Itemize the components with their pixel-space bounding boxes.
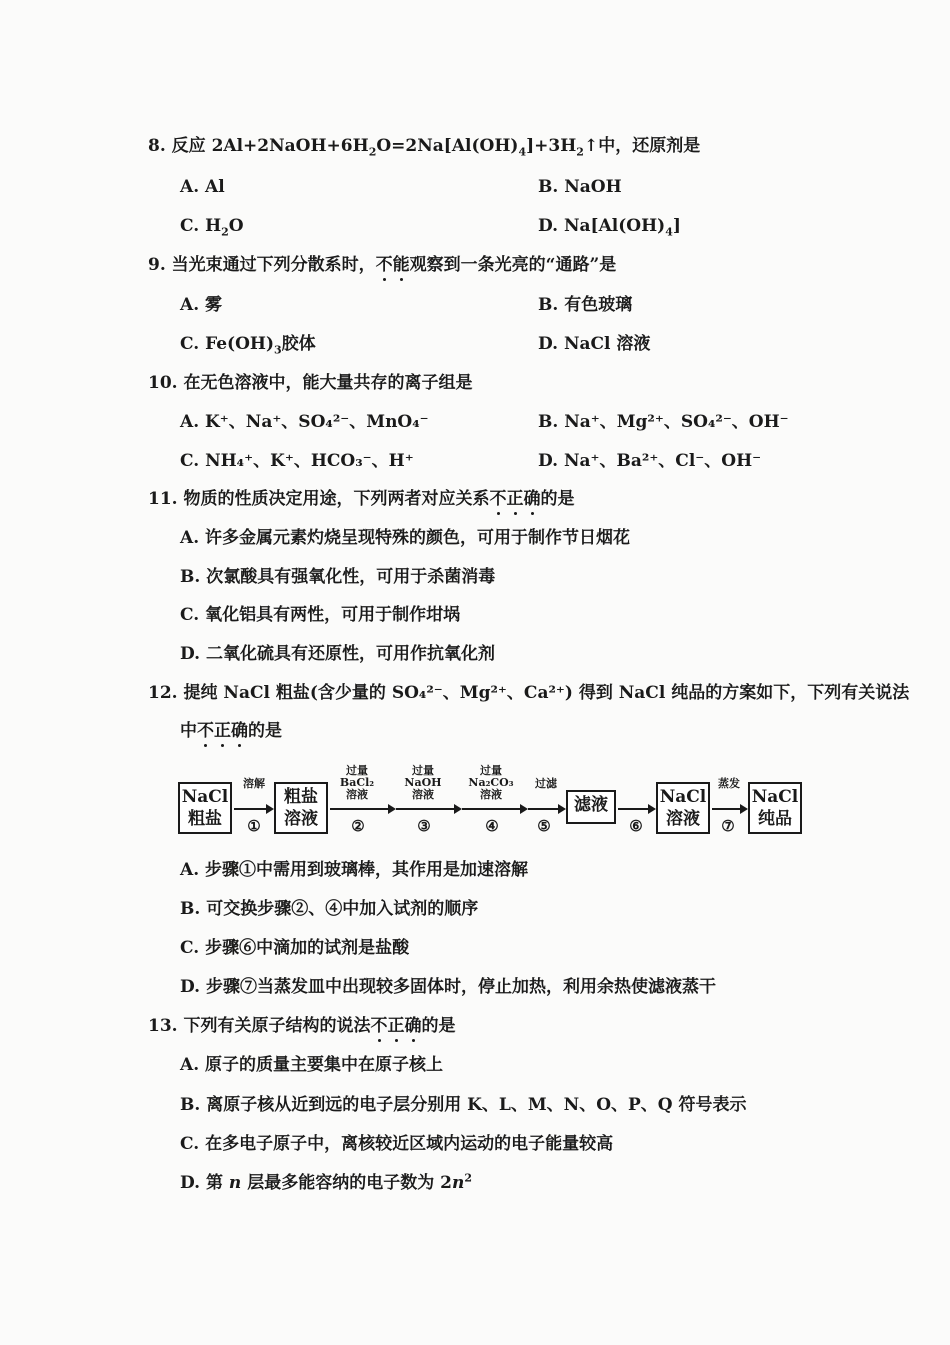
q10-option-a: A. K⁺、Na⁺、SO₄²⁻、MnO₄⁻	[180, 412, 429, 432]
q8-option-d	[538, 214, 681, 238]
q13-option-a: A. 原子的质量主要集中在原子核上	[180, 1055, 444, 1075]
flow-box-salt-solution: 粗盐 溶液	[274, 782, 328, 834]
q12-option-b: B. 可交换步骤②、④中加入试剂的顺序	[180, 899, 479, 919]
q8-stem-text: ↑中，还原剂是	[583, 136, 701, 156]
q9-option-c	[180, 332, 316, 356]
q9-stem-text: 9. 当光束通过下列分散系时，	[148, 255, 376, 275]
flow-box-crude-salt: NaCl 粗盐	[178, 782, 232, 834]
emphasis-char: 正	[214, 721, 231, 741]
q12-stem-text: 中	[180, 721, 197, 741]
q8-option-a: A. Al	[180, 177, 225, 197]
q8-d-text: D. Na[Al(OH)	[538, 216, 666, 236]
flow-arrow	[330, 808, 394, 810]
flow-arrow	[234, 808, 272, 810]
q9-c-sub: 3	[273, 343, 282, 357]
q9-option-a: A. 雾	[180, 295, 223, 315]
q12-stem-text: 的是	[248, 721, 282, 741]
flow-arrow	[462, 808, 526, 810]
flow-step-7: ⑦	[721, 817, 735, 835]
q8-sub: 2	[368, 145, 377, 159]
emphasis-char: 确	[523, 489, 541, 509]
q8-stem-text: O=2Na[Al(OH)	[376, 136, 519, 156]
emphasis-char: 正	[387, 1016, 405, 1036]
q13-d-variable: n	[228, 1173, 242, 1193]
flow-arrow	[618, 808, 654, 810]
flow-step-5: ⑤	[537, 817, 551, 835]
flow-label-dissolve: 溶解	[243, 777, 265, 790]
question-8-stem	[148, 134, 700, 158]
q11-option-b: B. 次氯酸具有强氧化性，可用于杀菌消毒	[180, 567, 496, 587]
question-12-stem-line2	[180, 719, 282, 743]
q10-option-d: D. Na⁺、Ba²⁺、Cl⁻、OH⁻	[538, 451, 762, 471]
q13-option-d	[180, 1171, 472, 1195]
question-12-stem-line1: 12. 提纯 NaCl 粗盐(含少量的 SO₄²⁻、Mg²⁺、Ca²⁺) 得到 NaCl 纯品的方案如下，下列有关说法	[148, 683, 910, 703]
question-10-stem: 10. 在无色溶液中，能大量共存的离子组是	[148, 373, 473, 393]
flow-step-6: ⑥	[629, 817, 643, 835]
q11-option-c: C. 氧化铝具有两性，可用于制作坩埚	[180, 605, 461, 625]
q11-option-d: D. 二氧化硫具有还原性，可用作抗氧化剂	[180, 644, 495, 664]
emphasis-char: 确	[404, 1016, 422, 1036]
flow-label-evaporate: 蒸发	[718, 777, 740, 790]
flow-step-1: ①	[247, 817, 261, 835]
q13-option-c: C. 在多电子原子中，离核较近区域内运动的电子能量较高	[180, 1134, 614, 1154]
emphasis-char: 能	[392, 255, 410, 275]
flow-step-2: ②	[351, 817, 365, 835]
q8-c-text: O	[228, 216, 244, 236]
question-11-stem	[148, 487, 575, 511]
q8-c-sub: 2	[221, 225, 229, 239]
q8-sub: 2	[576, 145, 584, 159]
q10-option-b: B. Na⁺、Mg²⁺、SO₄²⁻、OH⁻	[538, 412, 789, 432]
q13-d-text: 层最多能容纳的电子数为 2	[241, 1173, 452, 1193]
q10-option-c: C. NH₄⁺、K⁺、HCO₃⁻、H⁺	[180, 451, 414, 471]
purification-flowchart	[178, 762, 808, 844]
q12-option-d: D. 步骤⑦当蒸发皿中出现较多固体时，停止加热，利用余热使滤液蒸干	[180, 977, 716, 997]
flow-box-nacl-solution: NaCl 溶液	[656, 782, 710, 834]
emphasis-char: 确	[231, 721, 248, 741]
q9-option-b: B. 有色玻璃	[538, 295, 633, 315]
q8-c-text: C. H	[180, 216, 222, 236]
q11-stem-text: 11. 物质的性质决定用途，下列两者对应关系	[148, 489, 490, 509]
q13-stem-text: 13. 下列有关原子结构的说法	[148, 1016, 371, 1036]
q12-option-c: C. 步骤⑥中滴加的试剂是盐酸	[180, 938, 410, 958]
flow-step-3: ③	[417, 817, 431, 835]
q8-option-b: B. NaOH	[538, 177, 622, 197]
question-9-stem	[148, 253, 616, 277]
flow-step-4: ④	[485, 817, 499, 835]
q11-option-a: A. 许多金属元素灼烧呈现特殊的颜色，可用于制作节日烟花	[180, 528, 631, 548]
q13-d-text: D. 第	[180, 1173, 229, 1193]
emphasis-char: 不	[370, 1016, 388, 1036]
q13-d-variable: n	[451, 1173, 465, 1193]
q8-stem-text: 8. 反应 2Al+2NaOH+6H	[148, 136, 369, 156]
q12-option-a: A. 步骤①中需用到玻璃棒，其作用是加速溶解	[180, 860, 529, 880]
emphasis-char: 正	[506, 489, 524, 509]
emphasis-char: 不	[375, 255, 393, 275]
q9-stem-text: 观察到一条光亮的“通路”是	[409, 255, 617, 275]
q13-stem-text: 的是	[421, 1016, 456, 1036]
flow-box-filtrate: 滤液	[566, 790, 616, 824]
q8-sub: 4	[518, 145, 527, 159]
flow-arrow	[712, 808, 746, 810]
q11-stem-text: 的是	[540, 489, 575, 509]
emphasis-char: 不	[197, 721, 214, 741]
flow-arrow	[528, 808, 564, 810]
question-13-stem	[148, 1014, 456, 1038]
emphasis-char: 不	[489, 489, 507, 509]
q13-option-b: B. 离原子核从近到远的电子层分别用 K、L、M、N、O、P、Q 符号表示	[180, 1095, 747, 1115]
flow-box-pure-nacl: NaCl 纯品	[748, 782, 802, 834]
flow-label-bacl2: 过量 BaCl₂ 溶液	[339, 764, 375, 801]
q9-option-d: D. NaCl 溶液	[538, 334, 651, 354]
q8-option-c	[180, 214, 244, 238]
q8-stem-text: ]+3H	[526, 136, 577, 156]
flow-arrow	[396, 808, 460, 810]
q8-d-sub: 4	[665, 225, 673, 239]
q8-d-text: ]	[672, 216, 681, 236]
flow-label-filter: 过滤	[535, 777, 557, 790]
q9-c-text: C. Fe(OH)	[180, 334, 274, 354]
flow-label-naoh: 过量 NaOH 溶液	[404, 764, 442, 801]
flow-label-na2co3: 过量 Na₂CO₃ 溶液	[468, 764, 514, 801]
q13-d-sup: 2	[464, 1171, 472, 1185]
q9-c-text: 胶体	[281, 334, 316, 354]
